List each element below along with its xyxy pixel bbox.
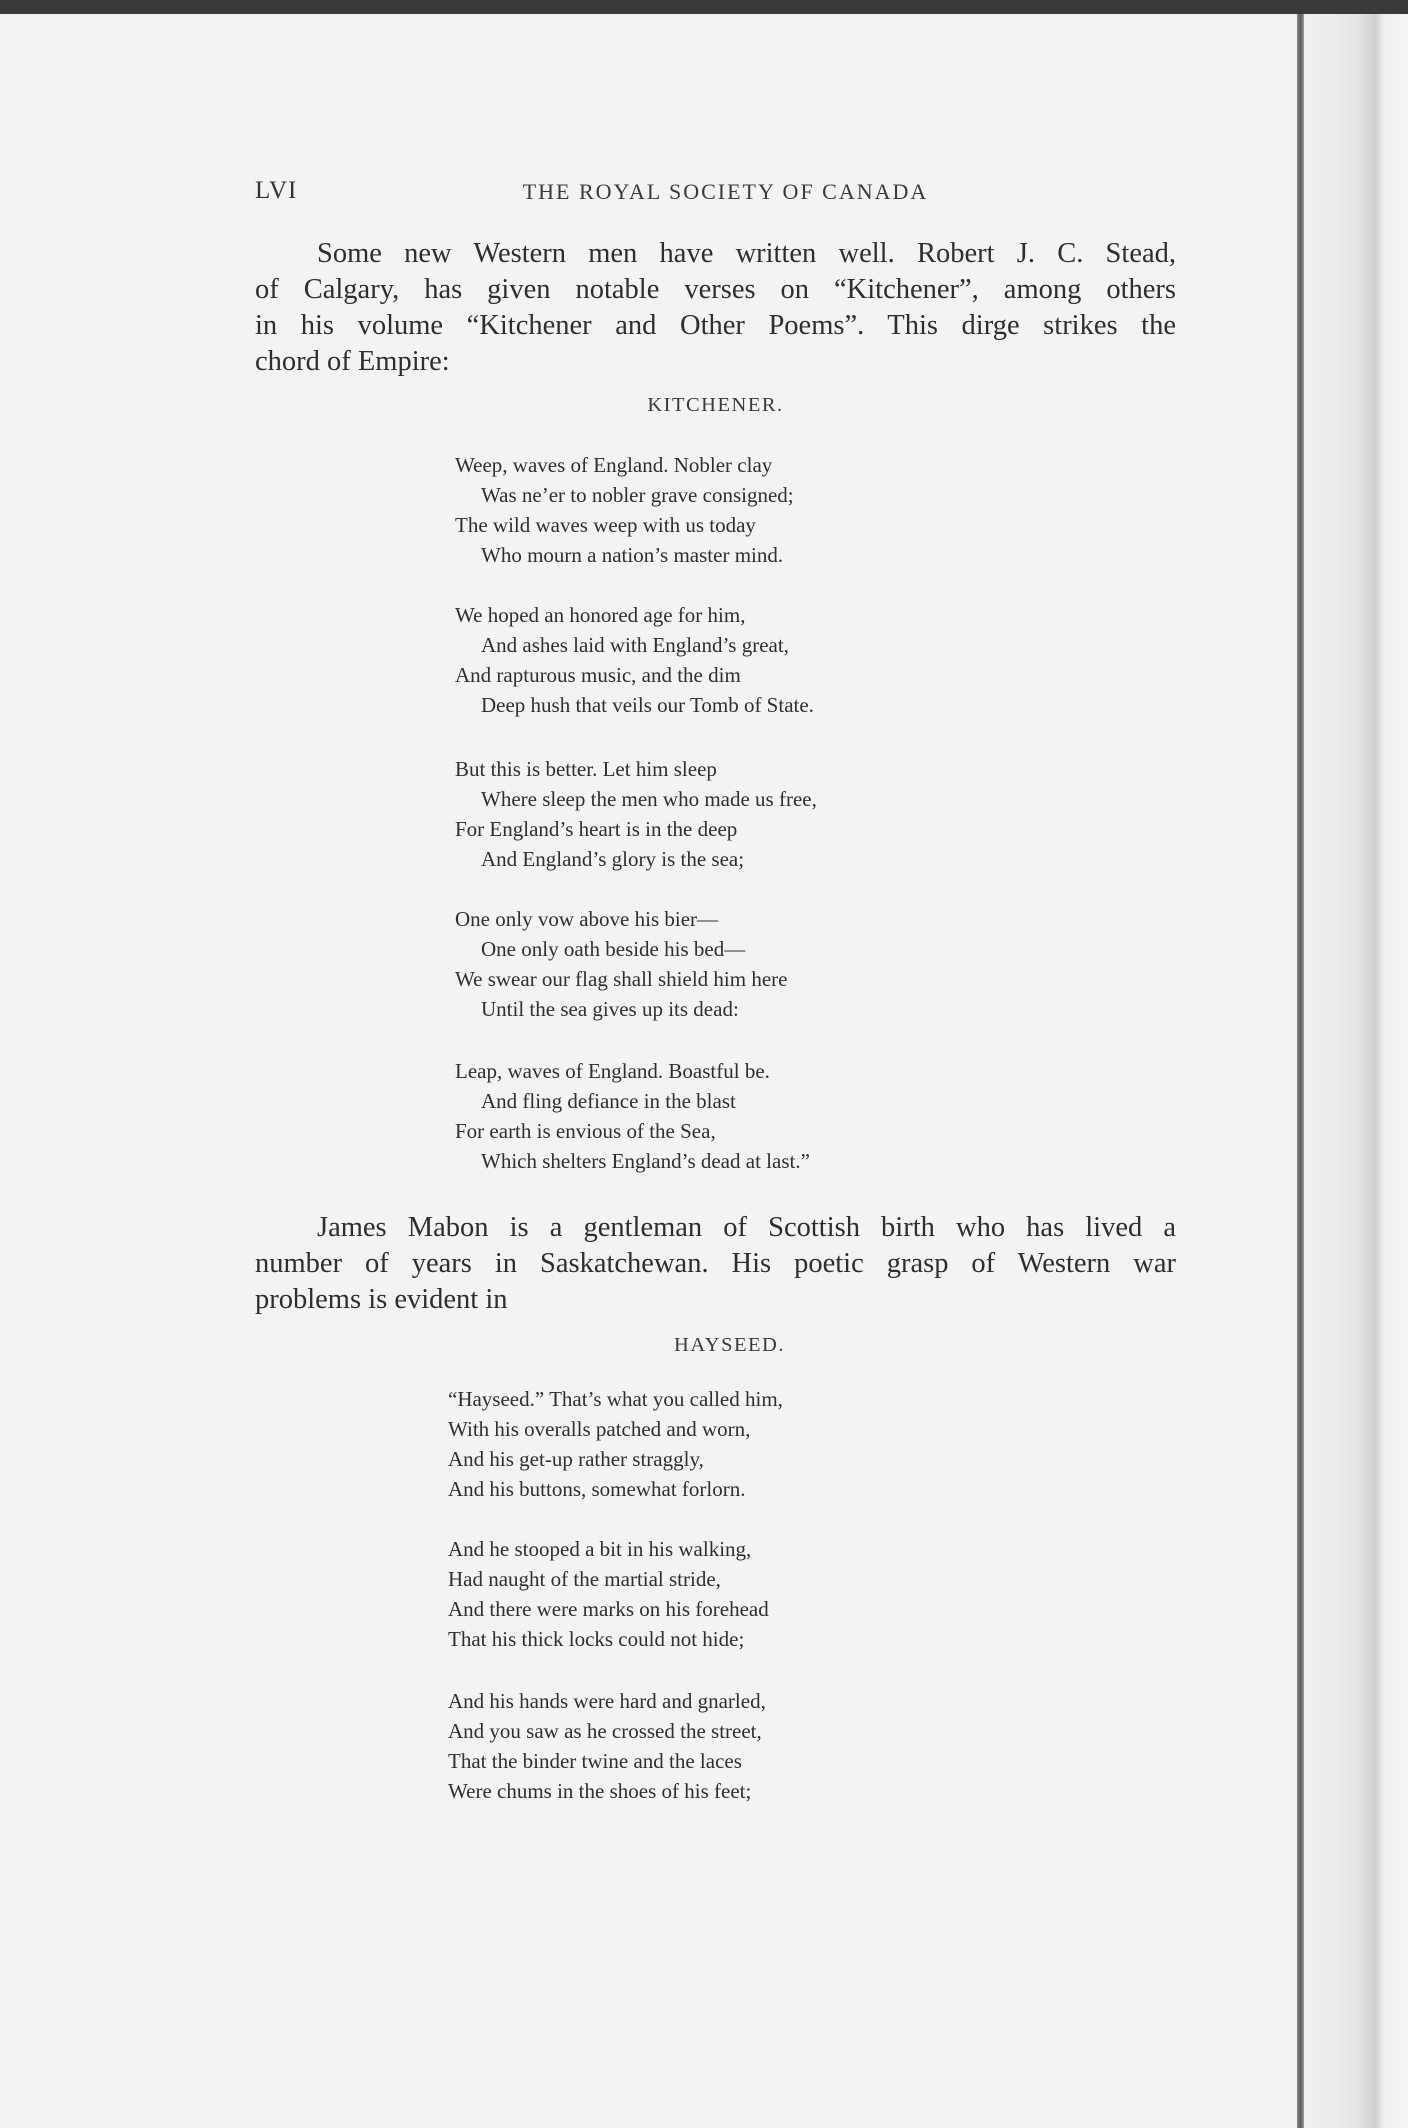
- kitchener-stanza-5: [455, 1056, 810, 1176]
- intro-paragraph: [255, 236, 1176, 380]
- poem-title-hayseed: HAYSEED.: [674, 1334, 785, 1356]
- poem-title-kitchener: KITCHENER.: [647, 394, 784, 416]
- running-title: THE ROYAL SOCIETY OF CANADA: [522, 179, 929, 204]
- poem-line: The wild waves weep with us today: [455, 513, 756, 537]
- poem-line: And his get-up rather straggly,: [448, 1447, 704, 1471]
- poem-line: Were chums in the shoes of his feet;: [448, 1779, 752, 1803]
- paragraph-line: of Calgary, has given notable verses on “Kitchener”, among others: [255, 274, 1176, 305]
- poem-line: For earth is envious of the Sea,: [455, 1119, 716, 1143]
- poem-line: And he stooped a bit in his walking,: [448, 1537, 752, 1561]
- poem-line: Had naught of the martial stride,: [448, 1567, 721, 1591]
- poem-line: Who mourn a nation’s master mind.: [481, 543, 784, 567]
- paragraph-line: Some new Western men have written well. Robert J. C. Stead,: [317, 238, 1176, 269]
- page-header: [255, 177, 1176, 217]
- poem-line: For England’s heart is in the deep: [455, 817, 738, 841]
- paragraph-line: James Mabon is a gentleman of Scottish birth who has lived a: [317, 1212, 1176, 1243]
- poem-line: That the binder twine and the laces: [448, 1749, 742, 1773]
- poem-line: And fling defiance in the blast: [481, 1089, 736, 1113]
- poem-line: One only oath beside his bed—: [481, 937, 746, 961]
- paragraph-line: problems is evident in: [255, 1284, 508, 1315]
- poem-line: That his thick locks could not hide;: [448, 1627, 745, 1651]
- poem-line: Weep, waves of England. Nobler clay: [455, 453, 773, 477]
- poem-line: Where sleep the men who made us free,: [481, 787, 817, 811]
- kitchener-stanza-2: [455, 600, 814, 720]
- poem-line: Deep hush that veils our Tomb of State.: [481, 693, 814, 717]
- poem-line: “Hayseed.” That’s what you called him,: [448, 1387, 783, 1411]
- page-edge-shadow: [1297, 14, 1304, 2128]
- paragraph-line: in his volume “Kitchener and Other Poems”. This dirge strikes the: [255, 310, 1176, 341]
- poem-line: Until the sea gives up its dead:: [481, 997, 739, 1021]
- poem-line: And ashes laid with England’s great,: [481, 633, 789, 657]
- poem-line: One only vow above his bier—: [455, 907, 719, 931]
- hayseed-stanza-2: [448, 1534, 769, 1654]
- poem-line: And rapturous music, and the dim: [455, 663, 741, 687]
- hayseed-stanza-3: [448, 1686, 766, 1806]
- hayseed-stanza-1: [448, 1384, 783, 1504]
- poem-line: Leap, waves of England. Boastful be.: [455, 1059, 770, 1083]
- kitchener-stanza-4: [455, 904, 787, 1024]
- poem-line: And you saw as he crossed the street,: [448, 1719, 762, 1743]
- page-number: LVI: [255, 177, 298, 204]
- poem-line: And his hands were hard and gnarled,: [448, 1689, 766, 1713]
- kitchener-stanza-1: [455, 450, 794, 570]
- paragraph-line: number of years in Saskatchewan. His poetic grasp of Western war: [255, 1248, 1176, 1279]
- paragraph-line: chord of Empire:: [255, 346, 450, 377]
- poem-line: And England’s glory is the sea;: [481, 847, 745, 871]
- poem-line: We swear our flag shall shield him here: [455, 967, 788, 991]
- poem-line: And there were marks on his forehead: [448, 1597, 769, 1621]
- mabon-paragraph: [255, 1210, 1176, 1318]
- poem-line: Which shelters England’s dead at last.”: [481, 1149, 810, 1173]
- poem-line: But this is better. Let him sleep: [455, 757, 717, 781]
- poem-line: We hoped an honored age for him,: [455, 603, 746, 627]
- poem-line: Was ne’er to nobler grave consigned;: [481, 483, 794, 507]
- poem-line: With his overalls patched and worn,: [448, 1417, 751, 1441]
- poem-line: And his buttons, somewhat forlorn.: [448, 1477, 746, 1501]
- scan-right-margin: [1298, 14, 1408, 2128]
- kitchener-stanza-3: [455, 754, 817, 874]
